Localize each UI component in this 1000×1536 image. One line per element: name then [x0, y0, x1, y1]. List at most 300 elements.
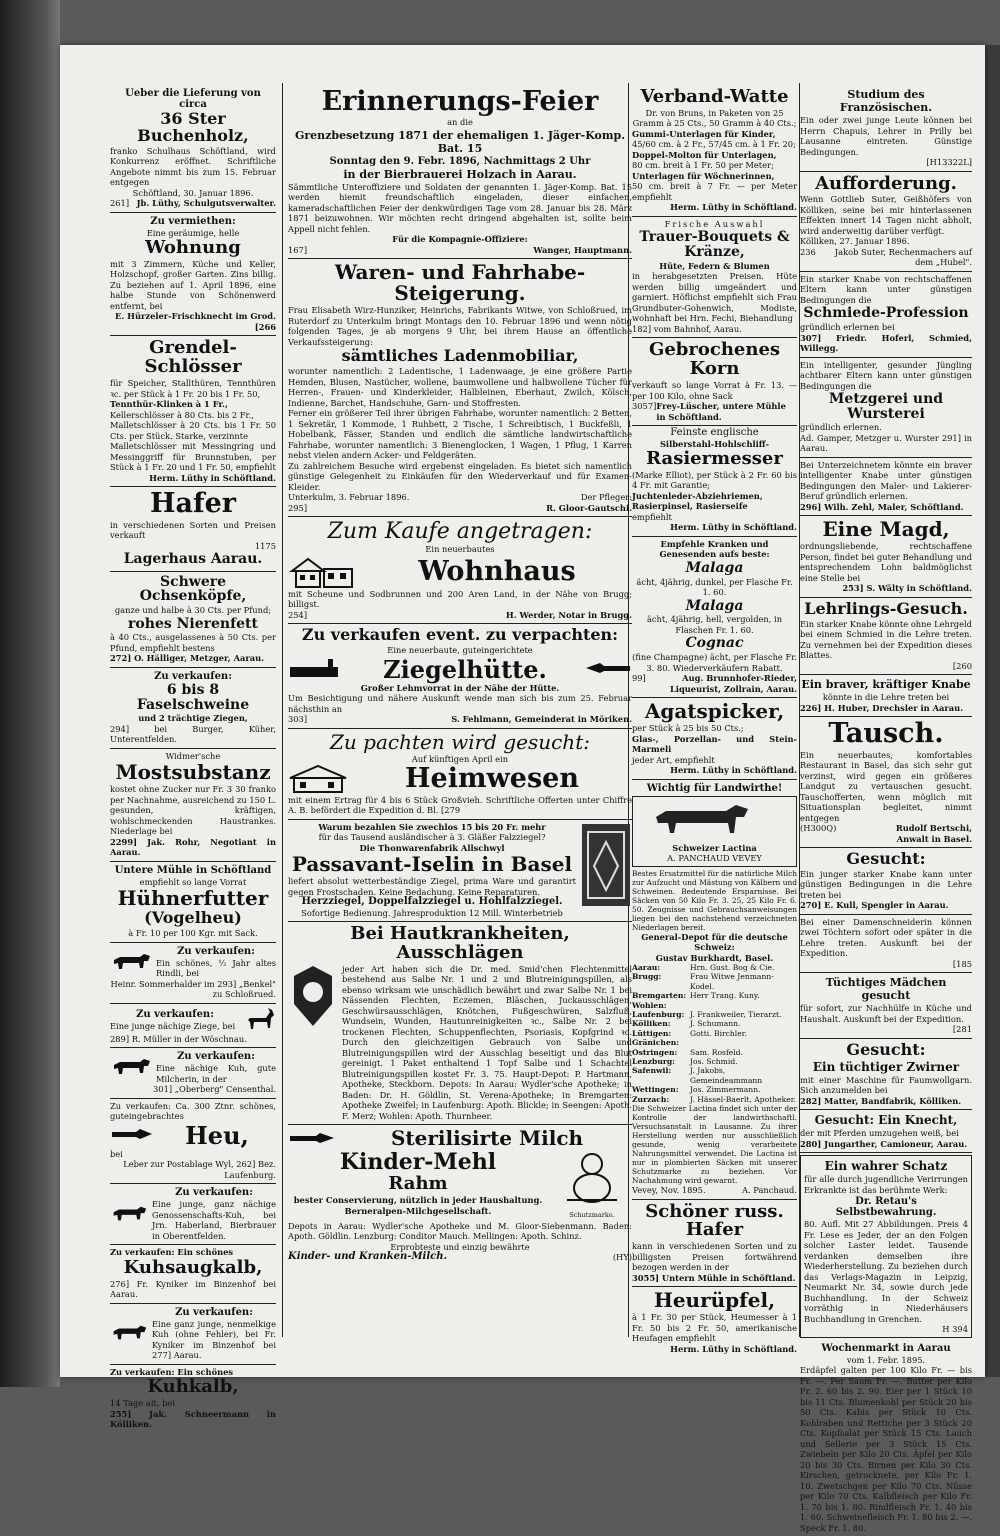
- ad-line: Glas-, Porzellan- und Stein-Marmeli: [632, 733, 797, 754]
- ad-sub: Ein neuerbautes: [425, 544, 495, 555]
- ad-headline: Zu verkaufen event. zu verpachten:: [301, 625, 619, 645]
- ad-body: Ein junger starker Knabe kann unter günstigen Bedingungen in die Lehre treten bei: [800, 868, 972, 900]
- ad-headline: rohes Nierenfett: [128, 615, 258, 632]
- ad-intro: Zu verkaufen:: [175, 1187, 253, 1199]
- ad-sub: Feinste englische: [670, 427, 759, 439]
- ad-signature: 182] vom Bahnhof, Aarau.: [632, 323, 742, 334]
- ad-headline: Studium des Französischen.: [839, 88, 933, 114]
- ad-headline: (Vogelheu): [144, 908, 242, 928]
- ad-body: könnte in die Lehre treten bei: [822, 692, 950, 703]
- depot-agent: Herr Trang. Kuny.: [690, 991, 760, 1001]
- ad-steigerung: [288, 259, 632, 517]
- ad-body: Ein schönes, ½ Jahr altes Rindli, bei: [156, 957, 276, 979]
- depot-agent: J. Hässel-Baerlt, Apotheker.: [690, 1094, 796, 1104]
- ad-headline: Tüchtiges Mädchen gesucht: [825, 976, 947, 1003]
- ad-intro: Zu verkaufen:: [177, 945, 255, 957]
- depot-place: Lenzburg:: [632, 1057, 675, 1067]
- column-4: [800, 85, 972, 1533]
- ad-maedchen: [800, 973, 972, 1039]
- ad-intro: Zu verkaufen:: [136, 1008, 214, 1020]
- ad-korn: [632, 338, 797, 426]
- ad-schatz: [800, 1155, 972, 1338]
- ad-line: Malletschlösser mit Messingring und Messinggriff für Brunnstuben, per Stück à 1 Fr. 20 und 1 Fr. 50, empfiehlt: [110, 441, 276, 473]
- ad-body: Frau Elisabeth Wirz-Hunziker, Heinrichs, Fabrikants Witwe, von Schloßrued, im Ruterdorf zu Unterkulm bringt Montags den 10. Februar 1896 und wenn nötig folgenden Tages, je ab morgens 9 Uhr, bei ihrem Hause an öffentliche Verkaufssteigerung:: [288, 305, 632, 347]
- ad-signature: S. Fehlmann, Gemeinderat in Möriken.: [451, 714, 632, 725]
- ad-code: H 394: [942, 1324, 968, 1335]
- ad-agat: [632, 698, 797, 780]
- ad-body: à Fr. 10 per 100 Kgr. mit Sack.: [128, 928, 258, 939]
- depot-row: [632, 1095, 797, 1104]
- ad-wohnhaus: [288, 517, 632, 624]
- ad-body: Großer Lehmvorrat in der Nähe der Hütte.: [360, 682, 560, 693]
- ad-body: Um Besichtigung und nähere Auskunft wende man sich bis zum 25. Februar nächsthin an: [288, 693, 632, 714]
- ad-signature: Jakob Suter, Rechenmachers auf dem „Hubel".: [834, 246, 972, 268]
- ad-sub: Eine neuerbaute, guteingerichtete: [387, 645, 533, 656]
- ad-body: Erprobteste und einzig bewährte: [390, 1241, 530, 1252]
- ad-haut: [288, 922, 632, 1125]
- ad-line: Gummi-Unterlagen für Kinder,: [632, 128, 776, 139]
- depot-place: Bremgarten:: [632, 991, 687, 1001]
- cow-icon: [110, 1202, 148, 1226]
- ad-maler: [800, 458, 972, 517]
- ad-aufford: [800, 172, 972, 272]
- ad-headline: Waren- und Fahrhabe-Steigerung.: [334, 260, 586, 306]
- ad-line: Unterlagen für Wöchnerinnen,: [632, 170, 775, 181]
- ad-headline: Hafer: [149, 488, 237, 520]
- ad-place: Kölliken, 27. Januar 1896.: [800, 236, 910, 247]
- ad-body: Sämmtliche Unteroffiziere und Soldaten der genannten 1. Jäger-Komp. Bat. 15 werden hiemit freundschaftlich eingeladen, dieser einfachen, kameradschaftlichen Feier der denkwürdigen Tage vom 28. Januar bis 28. März 1871 beizuwohnen. Wir möchten recht dringend abgehalten ist, sollte beim Appell nicht fehlen.: [288, 181, 632, 234]
- depot-row: [632, 1038, 797, 1047]
- ad-milch: [288, 1125, 632, 1266]
- ad-signature: 270] E. Kull, Spengler in Aarau.: [800, 900, 949, 911]
- depot-row: [632, 1085, 797, 1094]
- ad-headline: Wohnung: [145, 237, 241, 259]
- column-rule: [282, 83, 283, 1337]
- ad-number: 236: [800, 246, 816, 257]
- ad-headline: Mostsubstanz: [115, 760, 271, 785]
- ad-number: 254]: [288, 609, 308, 620]
- ad-sub: Empfehle Kranken und Genesenden aufs beste:: [659, 538, 770, 560]
- seal-icon: [288, 964, 338, 1028]
- ad-signature: Ad. Gamper, Metzger u. Wurster 291] in Aarau.: [800, 432, 972, 454]
- ad-body: Bei Unterzeichnetem könnte ein braver intelligenter Knabe unter günstigen Bedingungen den Maler- und Lakierer-Beruf gründlich erlernen.: [800, 459, 972, 502]
- factory-icon: [288, 659, 348, 679]
- farmhouse-icon: [288, 764, 348, 794]
- ad-signature: Jb. Lüthy, Schulgutsverwalter.: [136, 198, 276, 209]
- ad-headline: Cognac: [685, 635, 744, 652]
- ad-body: verkauft so lange Vorrat à Fr. 13. — per 100 Kilo, ohne Sack: [632, 380, 797, 401]
- depot-row: [632, 972, 797, 991]
- ad-hafer: [110, 487, 276, 572]
- depot-agent: Sam. Rosfeld.: [690, 1047, 743, 1057]
- ad-headline: Lehrlings-Gesuch.: [804, 598, 968, 618]
- ad-body: kann in verschiedenen Sorten und zu billigsten Preisen fortwährend bezogen werden in der: [632, 1241, 797, 1273]
- ad-headline: Agatspicker,: [644, 699, 785, 723]
- ad-number: 167]: [288, 244, 308, 255]
- ad-headline: Schöner russ. Hafer: [645, 1200, 784, 1241]
- bear-trademark-icon: [557, 1150, 627, 1206]
- ad-line: 45/60 cm. à 2 Fr., 57/45 cm. à 1 Fr. 20;: [632, 139, 796, 150]
- depot-row: [632, 991, 797, 1000]
- column-1: [110, 85, 276, 1429]
- ad-signature: A. Panchaud.: [742, 1185, 797, 1196]
- depot-row: [632, 1048, 797, 1057]
- ad-body: worunter namentlich: 2 Ladentische, 1 Ladenwaage, je eine größere Partie Hemden, Blusen, Nastücher, wollene, baumwollene und halbwollene Tücher für Herren-, Frauen- und Kinderkleider, Halbleinen, Eberhaut, Zwilch, Kölsch, Indienne, Barchet, Handschuhe, Garn- und Stoffresten.: [288, 366, 632, 408]
- ad-signature: E. Hürzeler-Frischknecht im Grod. [266: [115, 311, 276, 332]
- ad-heu-rupfel: [632, 1287, 797, 1357]
- ad-body: ächt, 4jährig, hell, vergolden, in Flaschen Fr. 1. 60.: [646, 614, 783, 635]
- ad-intro: Zu verkaufen: Ein schönes: [110, 1247, 234, 1258]
- ad-kalb2: [110, 1365, 276, 1433]
- ad-headline: Tausch.: [828, 718, 944, 750]
- ad-tausch: [800, 717, 972, 848]
- ad-body: gründlich erlernen.: [800, 422, 882, 433]
- goat-icon: [244, 1006, 276, 1034]
- ad-schloesser: [110, 336, 276, 487]
- lactina-maker: A. PANCHAUD VEVEY: [667, 853, 762, 863]
- ad-lehrling: [800, 598, 972, 675]
- ad-headline: Ein tüchtiger Zwirner: [812, 1059, 960, 1074]
- ad-body: Berneralpen-Milchgesellschaft.: [344, 1205, 492, 1216]
- column-3: [632, 85, 797, 1354]
- ad-schneiderin: [800, 915, 972, 974]
- ad-kalb1: [110, 1245, 276, 1303]
- ad-line: 80 cm. breit à 1 Fr. 50 per Meter;: [632, 160, 774, 171]
- ad-headline: Bei Hautkrankheiten, Ausschlägen: [350, 923, 570, 963]
- ad-signature: H. Werder, Notar in Brugg.: [505, 609, 632, 620]
- ad-hafer2: [632, 1200, 797, 1288]
- book-spine: [0, 0, 60, 1387]
- ad-line: Herzziegel, Doppelfalzziegel u. Hohlfalzziegel.: [301, 896, 563, 908]
- ad-headline: Sterilisirte Milch: [390, 1126, 584, 1151]
- depot-row: [632, 1019, 797, 1028]
- ad-genossen: [110, 1184, 276, 1245]
- ad-body: Zu zahlreichem Besuche wird ergebenst eingeladen. Es bietet sich namentlich günstige Gelegenheit zu Einkäufen für den Wiederverkauf und für Examen-Kleider.: [288, 460, 632, 492]
- ad-ochsen: [110, 572, 276, 668]
- depot-place: Wettingen:: [632, 1085, 679, 1095]
- ad-line: Kellerschlösser à 80 Cts. bis 2 Fr.,: [110, 409, 254, 420]
- depot-place: Gränichen:: [632, 1038, 680, 1048]
- ad-braver: [800, 675, 972, 717]
- depot-place: Wohlen:: [632, 1000, 667, 1010]
- pointing-hand-icon: [110, 1126, 154, 1144]
- cow-icon: [110, 1055, 152, 1079]
- ad-huehner: [110, 862, 276, 943]
- ad-signature: Herm. Lüthy in Schöftland.: [149, 472, 276, 483]
- ad-signature: 3055] Untern Mühle in Schöftland.: [632, 1272, 796, 1283]
- ad-number: 99]: [632, 673, 646, 683]
- ad-heimwesen: [288, 729, 632, 820]
- ad-headline: Kuhkalb,: [147, 1376, 239, 1398]
- ad-headline: Wichtig für Landwirthe!: [646, 782, 783, 794]
- cow-icon: [110, 1321, 148, 1345]
- ad-signature: 226] H. Huber, Drechsler in Aarau.: [800, 702, 964, 713]
- ad-body: Ein intelligenter, gesunder Jüngling achtbarer Eltern kann unter günstigen Bedingungen die: [800, 359, 972, 391]
- ad-sub: Eine geräumige, helle: [146, 227, 240, 238]
- ad-body: Eine ganz junge, nenmelkige Kuh (ohne Fehler), bei Fr. Kyniker im Binzenhof bei 277] Aarau.: [152, 1318, 276, 1361]
- ad-body: und 2 trächtige Ziegen,: [138, 713, 248, 724]
- ad-body: 14 Tage alt, bei: [110, 1398, 175, 1408]
- ad-code: (H300Q): [800, 823, 837, 834]
- ad-signature: Herm. Lüthy in Schöftland.: [670, 522, 797, 533]
- ad-line: jeder Art, empfiehlt: [632, 754, 715, 765]
- ad-signature: 307] Friedr. Hoferl, Schmied, Willegg.: [800, 332, 972, 354]
- depot-agent: J. Schumann.: [690, 1019, 741, 1029]
- ad-body: Ein starker Knabe könnte ohne Lehrgeld bei einem Schmied in die Lehre treten. Zu vernehmen bei der Expedition dieses Blattes.: [800, 618, 972, 661]
- ad-body: Bestes Ersatzmittel für die natürliche Milch zur Aufzucht und Mästung von Kälbern und Schweinen. Bedeutende Ersparnisse. Bei Säcken von 50 Kilo Fr. 3. 25, 25 Kilo Fr. 6. 50. Zeugnisse und Gebrauchsanweisungen liegen bei den nachstehend verzeichneten Niederlagen bereit.: [632, 868, 797, 932]
- ad-headline: Erinnerungs-Feier: [321, 86, 599, 117]
- ad-signature: Rudolf Bertschi, Anwalt in Basel.: [895, 823, 972, 844]
- ad-body: Eine junge nächige Ziege, bei: [110, 1020, 236, 1031]
- ad-lactina: [632, 780, 797, 1200]
- newspaper-page: [60, 45, 985, 1533]
- ad-intro: Untere Mühle in Schöftland: [114, 864, 272, 876]
- ad-watte: [632, 85, 797, 217]
- ad-signature: Herm. Lüthy in Schöftland.: [670, 202, 797, 213]
- ad-kuh: [110, 1048, 276, 1099]
- ad-body: Erdäpfel galten per 100 Kilo Fr. — bis Fr. —. Per Saum Fr. —. Butter per Kilo Fr. 2. 60 bis 2. 90. Eier per 1 Stück 10 bis 11 Cts. Blumenkohl per Stück 20 bis 50 Cts. Kabis per Stück 10 Cts. Kohlraben und Rettiche per 3 Stück 20 Cts. Kopfsalat per Stück 15 Cts. Lauch und Sellerie per 3 Stück 15 Cts. Zwiebeln per Kilo 20 Cts. Äpfel per Kilo 20 bis 30 Cts. Birnen per Kilo 30 Cts. Kirschen, getrocknete, per Kilo Fr. 1. 10. Zwetschgen per Kilo 70 Cts. Nüsse per Kilo 70 Cts. Kalbfleisch per Kilo Fr. 1. 70 bis 1. 80. Rindfleisch Fr. 1. 40 bis 1. 60. Schweinefleisch Fr. 1. 80 bis 2. —. Speck Fr. 1. 80.: [800, 1365, 972, 1533]
- ad-headline: Aufforderung.: [815, 172, 957, 194]
- ad-body: ganze und halbe à 30 Cts. per Pfund;: [114, 605, 272, 616]
- ad-headline: Rahm: [388, 1173, 448, 1195]
- ad-body: Eine junge, ganz nächige Genossenschafts-Kuh, bei Jrn. Haberland, Bierbrauer in Oberentfelden.: [152, 1199, 276, 1241]
- ad-body: Ein starker Knabe von rechtschaffenen Eltern kann unter günstigen Bedingungen die: [800, 273, 972, 305]
- ad-headline: 6 bis 8 Faselschweine: [136, 681, 250, 713]
- ad-body: à 40 Cts., ausgelassenes à 50 Cts. per Pfund, empfiehlt bestens: [110, 632, 276, 653]
- ad-headline: Wohnhaus: [418, 555, 576, 587]
- ad-headline: Gesucht:: [846, 849, 926, 869]
- ad-intro: Zu verkaufen: Ein schönes: [110, 1366, 234, 1377]
- ad-intro: Zu vermiethen:: [150, 215, 236, 227]
- ad-date: vom 1. Febr. 1895.: [846, 1354, 926, 1365]
- ad-line: Die Thonwarenfabrik Allschwyl: [359, 842, 505, 853]
- ad-depot: General-Depot für die deutsche Schweiz:: [641, 931, 788, 952]
- ad-headline: Schwere Ochsenköpfe,: [139, 573, 247, 605]
- ad-holz: [110, 85, 276, 213]
- ad-for: Für die Kompagnie-Offiziere:: [392, 234, 528, 245]
- ad-signature: 253] S. Wälty in Schöftland.: [842, 583, 972, 594]
- depot-place: Kölliken:: [632, 1019, 671, 1029]
- ad-signature: 280] Jungarther, Camioneur, Aarau.: [800, 1138, 968, 1149]
- ad-signature: 282] Matter, Bandfabrik, Kölliken.: [800, 1095, 962, 1106]
- ad-rind: [110, 943, 276, 1004]
- ad-body: mit 3 Zimmern, Küche und Keller, Holzschopf, großer Garten. Zins billig. Zu beziehen auf 1. April 1896, eine halbe Stunde von Schönenwerd entfernt, bei: [110, 258, 276, 311]
- depot-agent: Gotti. Birchler.: [690, 1028, 747, 1038]
- depot-agent: Jos. Zimmermann.: [690, 1085, 761, 1095]
- ad-headline: Malaga: [685, 597, 744, 614]
- depot-agent: Hrn. Gust. Bog & Cie.: [690, 963, 775, 972]
- ad-kuh2: [110, 1304, 276, 1365]
- ad-headline: 36 Ster Buchenholz,: [137, 109, 249, 145]
- ad-sub: Sonntag den 9. Febr. 1896, Nachmittags 2 Uhr: [329, 155, 591, 167]
- depot-row: [632, 1029, 797, 1038]
- ad-schweine: [110, 668, 276, 749]
- ad-body: franko Schulhaus Schöftland, wird Konkurrenz eröffnet. Schriftliche Angebote nimmt bis zum 15. Februar entgegen: [110, 145, 276, 188]
- ad-heu: [110, 1099, 276, 1185]
- ad-signature: 294] bei Burger, Küher, Unterentfelden.: [110, 723, 276, 745]
- ad-number: [281: [952, 1024, 972, 1035]
- ad-body: per Stück à 25 bis 50 Cts.;: [632, 723, 744, 733]
- ad-line: Malletschlösser à 20 Cts. bis 1 Fr. 50 Cts. per Stück. Starke, verzinnte: [110, 420, 276, 441]
- depot-agent: J. Frankweiler, Tierarzt.: [690, 1010, 782, 1020]
- trademark-label: Schutzmarke.: [569, 1211, 615, 1220]
- ad-headline: Verband-Watte: [640, 86, 789, 107]
- ad-signature: Heinr. Sommerhalder im 293] „Benkel" zu Schloßrued.: [110, 978, 276, 1000]
- ad-signature: 255] Jak. Schneermann in Kölliken.: [110, 1408, 276, 1429]
- ad-headline: Kuhsaugkalb,: [123, 1256, 263, 1278]
- ad-body: jeder Art haben sich die Dr. med. Smid'chen Flechtenmittel bestehend aus Salbe Nr. 1 und 2 und Blutreinigungspillen, als ebenso wirksam wie unschädlich bewährt und zwar Salbe Nr. 1 bei Nässenden Flechten, Eczemen, Bläschen, Juckausschlägen, Geschwürsausschlägen, Knötchen, Fußgeschwüren, Salzfluß, Wundsein, Wunden, Hautunreinigkeiten ꝛc., Salbe Nr. 2 bei trockenen Flechten, Schuppenflechten, Psoriasis, Kopfgrind ꝛc. Durch den gleichzeitigen Gebrauch von Salbe und Blutreinigungspillen wird der Ausschlag beseitigt und das Blut gereinigt. 1 Paket enthaltend 1 Topf Salbe und 1 Schachtel Blutreinigungspillen kostet Fr. 3. 75. Haupt-Depot: P. Hartmann, Apotheke, Steckborn. Depots: In Aarau: Wydler'sche Apotheke; in Baden: Dr. H. Göldlin, St. Verena-Apotheke; in Bremgarten: Apotheke Zweifel; in Laufenburg: Apoth. Blickle; in Seengen: Apoth. F. Merz; Wohlen: Apoth. Thurnheer.: [342, 963, 632, 1121]
- ad-body: ächt, 4jährig, dunkel, per Flasche Fr. 1. 60.: [636, 576, 793, 598]
- ad-trauer: [632, 217, 797, 338]
- depot-place: Laufenburg:: [632, 1010, 685, 1020]
- ad-headline: Gesucht:: [846, 1039, 926, 1059]
- ad-body: mit einem Ertrag für 4 bis 6 Stück Großvieh. Schriftliche Offerten unter Chiffre A. B. befördert die Expedition d. Bl. [279: [288, 794, 632, 816]
- ad-body: mit Scheune und Sodbrunnen und 200 Aren Land, in der Nähe von Brugg; billigst.: [288, 588, 632, 610]
- ad-headline: Ein braver, kräftiger Knabe: [801, 678, 971, 692]
- ad-sub: in der Bierbrauerei Holzach in Aarau.: [343, 167, 577, 181]
- ad-headline: Hühnerfutter: [117, 886, 269, 911]
- ad-signature: Aug. Brunnhofer-Rieder, Liqueurist, Zollrain, Aarau.: [669, 673, 797, 694]
- ad-metzger: [800, 358, 972, 458]
- ad-body: Ein oder zwei junge Leute können bei Herrn Chapuis, Lehrer in Prilly bei Lausanne eintreten. Günstige Bedingungen.: [800, 115, 972, 157]
- ad-signature: Herm. Lüthy in Schöftland.: [670, 765, 797, 775]
- ad-intro: Zu verkaufen: Ca. 300 Ztnr. schönes, guteingebrachtes: [110, 1100, 276, 1122]
- ad-body: für alle durch jugendliche Verirrungen Erkrankte ist das berühmte Werk:: [804, 1174, 968, 1195]
- ad-number: 295]: [288, 502, 308, 513]
- ad-intro: Widmer'sche: [165, 750, 221, 761]
- ad-headline: Malaga: [685, 559, 744, 576]
- calf-illustration-icon: [636, 799, 786, 839]
- ad-body: in verschiedenen Sorten und Preisen verkauft: [110, 519, 276, 541]
- ad-number: 3057]: [632, 401, 657, 412]
- ad-body: für sofort, zur Nachhülfe in Küche und Haushalt. Auskunft bei der Expedition.: [800, 1003, 972, 1024]
- ad-signature: 2299] Jak. Rohr, Negotiant in Aarau.: [110, 836, 276, 858]
- ad-signature: Herm. Lüthy in Schöftland.: [670, 1343, 797, 1354]
- ad-line: Juchtenleder-Abziehriemen, Rasierpinsel, Rasierseife: [632, 490, 763, 512]
- lactina-brand: Schweizer Lactina: [672, 842, 757, 853]
- ad-line: für das Tausend ausländischer à 3. Gläßer Falzziegel?: [318, 832, 546, 843]
- ad-signature: 289] R. Müller in der Wöschnau.: [110, 1033, 247, 1044]
- ad-body: à 1 Fr. 30 per Stück, Heumesser à 1 Fr. 50 bis 2 Fr. 50, amerikanische Heufagen empfiehlt: [632, 1312, 797, 1344]
- ad-signature: 272] O. Hälliger, Metzger, Aarau.: [110, 653, 265, 664]
- depot-list: [632, 963, 797, 1104]
- ad-knecht: [800, 1110, 972, 1153]
- ad-feier: [288, 85, 632, 259]
- ad-body: Bei einer Damenschneiderin können zwei Töchtern sofort oder später in die Lehre treten. Auskunft bei der Expedition.: [800, 916, 972, 959]
- ad-code: [H13322L]: [926, 157, 972, 167]
- ad-line: Doppel-Molton für Unterlagen,: [632, 149, 777, 160]
- ad-intro: Zu verkaufen:: [175, 1306, 253, 1318]
- depot-agent: Jos. Schmid.: [690, 1057, 738, 1067]
- depot-place: Aarau:: [632, 963, 661, 972]
- ad-franz: [800, 85, 972, 172]
- ad-sub: Hüte, Federn & Blumen: [659, 260, 770, 271]
- ad-headline: Kinder-Mehl: [339, 1149, 497, 1176]
- ad-signature: Leber zur Postablage Wyl, 262] Bez. Laufenburg.: [123, 1159, 276, 1180]
- roof-tile-icon: [580, 822, 632, 908]
- ad-body: ordnungsliebende, rechtschaffene Person, findet bei guter Behandlung und entsprechendem Lohn baldmöglichst eine Stelle bei: [800, 541, 972, 583]
- ad-intro: Zu verkaufen:: [154, 670, 232, 682]
- depot-place: Zurzach:: [632, 1094, 670, 1104]
- ad-zwirner: [800, 1039, 972, 1110]
- ad-sub: Grenzbesetzung 1871 der ehemaligen 1. Jäger-Komp. Bat. 15: [294, 128, 626, 155]
- ad-headline: Ziegelhütte.: [383, 654, 547, 684]
- depot-place: Lüttigen:: [632, 1028, 672, 1038]
- ad-body: Wenn Gottlieb Suter, Geißhöfers von Kölliken, seine bei mir hinterlassenen Effekten innert 14 Tagen nicht abholt, wird anderweitig darüber verfügt.: [800, 194, 972, 236]
- ad-for: Der Pfleger:: [580, 492, 632, 503]
- ad-line: Sofortige Bedienung. Jahresproduktion 12 Mill. Winterbetrieb: [301, 907, 563, 918]
- ad-headline: Heimwesen: [405, 763, 579, 795]
- column-2: [288, 85, 632, 1337]
- ad-body: Ferner ein größerer Teil ihrer übrigen Fahrhabe, worunter namentlich: 2 Betten, 1 Sekretär, 1 Kommode, 1 Ruhbett, 2 Tische, 1 Schreibtisch, 1 Buckfeßli, 1 Hobelbank, Fässer, Standen und endlich die sämtliche landwirtschaftliche Fahrhabe, worunter namentlich: 3 Bienenglocken, 1 Wagen, 1 Pflug, 1 Karren nebst vielen andern Acker- und Feldgeräten.: [288, 408, 632, 461]
- ad-body: kostet ohne Zucker nur Fr. 3 30 franko per Nachnahme, ausreichend zu 150 L. gesunden, kräftigen, wohlschmeckenden Haustrankes. Niederlage bei: [110, 784, 276, 837]
- ad-line: 50 cm. breit à 7 Fr. — per Meter empfiehlt: [632, 181, 797, 202]
- ad-body: Dr. von Bruns, in Paketen von 25 Gramm à 25 Cts., 50 Gramm à 40 Cts.;: [632, 107, 797, 129]
- ad-gesucht1: [800, 848, 972, 915]
- ad-sub: Silberstahl-Hohlschliff-: [659, 438, 770, 449]
- ad-most: [110, 749, 276, 862]
- ad-magd: [800, 516, 972, 598]
- ad-signature: 301] „Oberberg" Censenthal.: [153, 1084, 276, 1095]
- ad-date: Vevey, Nov. 1895.: [632, 1185, 706, 1196]
- pointing-hand-icon: [288, 1130, 338, 1148]
- ad-sub: Auf künftigen April ein: [411, 753, 509, 764]
- ad-body: (fine Champagne) ächt, per Flasche Fr. 3. 80. Wiederverkäufern Rabatt.: [632, 652, 797, 673]
- ad-number: [260: [952, 660, 972, 671]
- ad-headline: Heurüpfel,: [653, 1288, 776, 1313]
- ad-signature: R. Gloor-Gautschi.: [546, 502, 632, 513]
- ad-headline: Grendel-Schlösser: [144, 337, 242, 378]
- ad-headline: Wochenmarkt in Aarau: [821, 1342, 951, 1354]
- ad-headline: Gebrochenes Korn: [648, 339, 781, 380]
- ad-signature: Lagerhaus Aarau.: [123, 551, 263, 568]
- ad-body: in herabgesetzten Preisen. Hüte werden billig umgeändert und garniert. Höflichst empfiehlt sich Frau Grundbuter-Gohenwich, Modiste, wohnhaft bei Hrn. Fechi, Biehandlung: [632, 271, 797, 324]
- ad-body: bester Conservierung, nützlich in jeder Haushaltung.: [293, 1195, 543, 1206]
- ad-body: Eine nächige Kuh, gute Milcherin, in der: [156, 1063, 276, 1084]
- ad-markt: [800, 1340, 972, 1536]
- ad-sub: Frische Auswahl: [664, 218, 765, 229]
- ad-wohnung: [110, 213, 276, 337]
- ad-signature: Frey-Lüscher, untere Mühle in Schöftland.: [656, 401, 786, 422]
- ad-place: Unterkulm, 3. Februar 1896.: [288, 492, 410, 503]
- ad-headline: Rasiermesser: [646, 448, 783, 470]
- ad-headline: Trauer-Bouquets & Kränze,: [639, 229, 790, 261]
- ad-headline: Ein wahrer Schatz: [824, 1159, 948, 1174]
- ad-sub: an die: [447, 117, 473, 128]
- ad-headline: Zu pachten wird gesucht:: [330, 729, 590, 754]
- ad-body: 80. Aufl. Mit 27 Abbildungen. Preis 4 Fr. Lese es Jeder, der an den Folgen solcher Laster leidet. Tausende verdanken demselben ihre Wiederherstellung. Zu beziehen durch das Verlags-Magazin in Leipzig, Neumarkt Nr. 34, sowie durch jede Buchhandlung. In der Schweiz vorräthig in Niederhäusers Buchhandlung in Grenchen.: [804, 1219, 968, 1324]
- ad-number: 1175: [254, 540, 276, 551]
- page-edge: [985, 45, 1000, 1377]
- ad-intro: Ueber die Lieferung von circa: [125, 88, 261, 110]
- ad-ziege: [110, 1004, 276, 1049]
- ad-headline: Passavant-Iselin in Basel: [291, 852, 573, 877]
- ad-headline: Gesucht: Ein Knecht,: [814, 1113, 958, 1128]
- ad-malaga: [632, 537, 797, 698]
- ad-body: gründlich erlernen bei: [800, 322, 895, 333]
- depot-row: [632, 1066, 797, 1085]
- depot-agent: J. Jakobs, Gemeindeammann: [690, 1066, 763, 1085]
- ad-headline: Zum Kaufe angetragen:: [327, 519, 593, 545]
- house-icon: [288, 555, 358, 589]
- ad-headline: Schmiede-Profession: [803, 305, 969, 322]
- depot-row: [632, 1010, 797, 1019]
- ad-body: bei: [110, 1148, 123, 1159]
- ad-signature: Wanger, Hauptmann.: [533, 244, 632, 255]
- ad-headline: Heu,: [185, 1120, 249, 1150]
- ad-body: mit einer Maschine für Faumwollgarn. Sich anzumelden bei: [800, 1074, 972, 1096]
- ad-headline: Metzgerei und Wursterei: [828, 391, 944, 422]
